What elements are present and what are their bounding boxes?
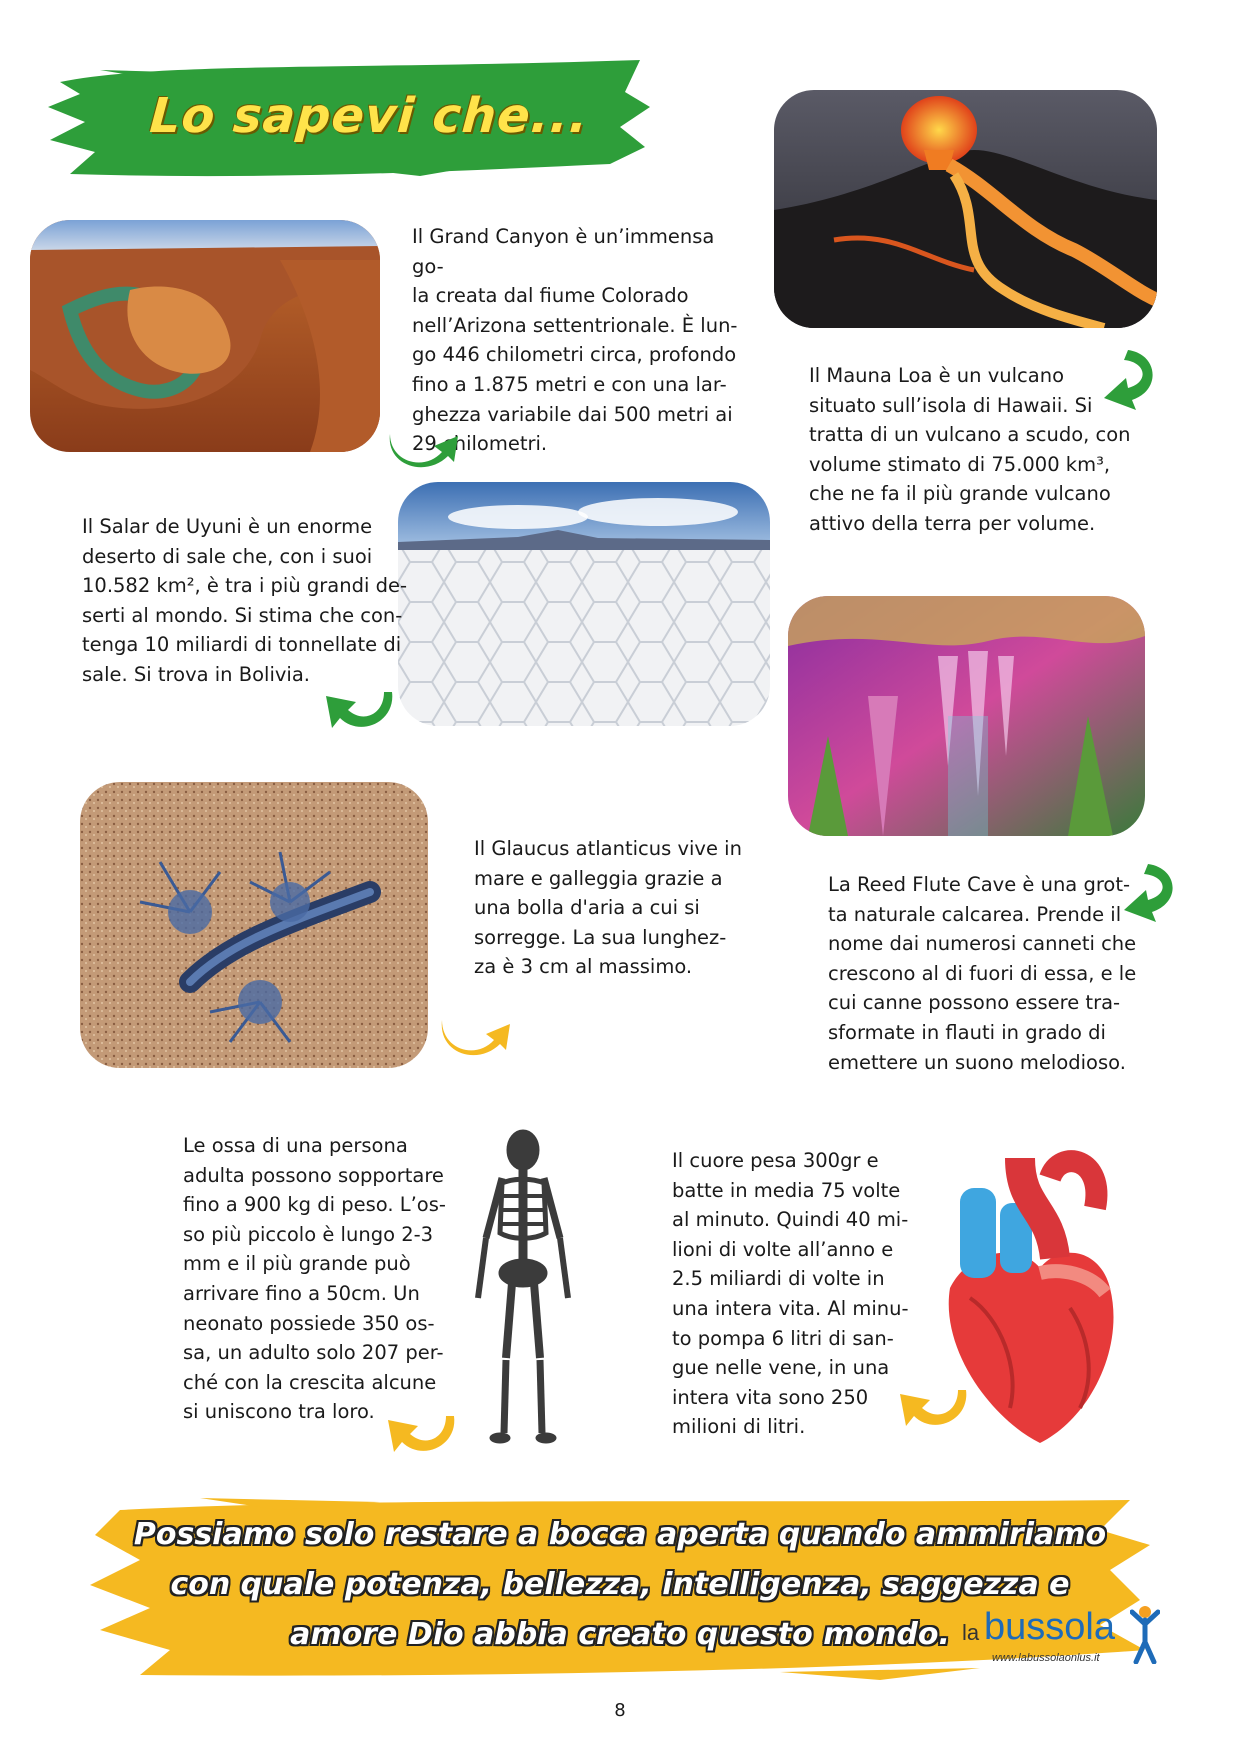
green-arrow-curve-icon: [322, 686, 398, 738]
mauna-loa-photo: [774, 90, 1157, 328]
glaucus-atlanticus-text: Il Glaucus atlanticus vive in mare e galleggia grazie a una bolla d'aria a cui si sorregge. La sua lunghez- za è 3 cm al massimo.: [474, 837, 742, 979]
skeleton-illustration: [464, 1128, 582, 1446]
yellow-arrow-curve-icon-2: [896, 1384, 972, 1436]
closing-quote: Possiamo solo restare a bocca aperta quando ammiriamo con quale potenza, bellezza, intelligenza, saggezza e amore Dio abbia creato questo mondo.: [133, 1517, 1107, 1652]
reed-flute-cave-text: La Reed Flute Cave è una grot- ta naturale calcarea. Prende il nome dai numerosi canneti che crescono al di fuori di essa, e le cui canne possono essere tra- sformate in flauti in grado di emettere un suono melodioso.: [828, 873, 1137, 1074]
grand-canyon-photo: [30, 220, 380, 452]
logo-la-text: la: [962, 1620, 980, 1645]
green-arrow-down-icon-2: [1120, 858, 1180, 926]
glaucus-atlanticus-photo: [80, 782, 428, 1068]
person-icon: [1130, 1604, 1160, 1664]
salar-de-uyuni-text: Il Salar de Uyuni è un enorme deserto di sale che, con i suoi 10.582 km², è tra i più grandi de- serti al mondo. Si stima che con- tenga 10 miliardi di tonnellate di sale. Si trova in Bolivia.: [82, 515, 408, 686]
page-title: Lo sapevi che...: [148, 88, 591, 144]
ossa-text: Le ossa di una persona adulta possono sopportare fino a 900 kg di peso. L’os- so più piccolo è lungo 2-3 mm e il più grande può arrivare fino a 50cm. Un neonato possiede 350 os- sa, un adulto solo 207 per- ché con la crescita alcune si uniscono tra loro.: [183, 1134, 446, 1424]
yellow-arrow-curve-icon: [384, 1410, 460, 1462]
cuore-text: Il cuore pesa 300gr e batte in media 75 volte al minuto. Quindi 40 mi- lioni di volte all’anno e 2.5 miliardi di volte in una intera vita. Al minu- to pompa 6 litri di san- gue nelle vene, in una intera vita sono 250 milioni di litri.: [672, 1149, 909, 1439]
mauna-loa-text: Il Mauna Loa è un vulcano situato sull’isola di Hawaii. Si tratta di un vulcano a scudo, con volume stimato di 75.000 km³, che ne fa il più grande vulcano attivo della terra per volume.: [809, 364, 1131, 535]
green-arrow-down-icon: [1098, 344, 1160, 414]
logo-bussola-text: bussola: [984, 1606, 1115, 1648]
page-number: 8: [614, 1700, 626, 1721]
green-arrow-up-icon: [384, 422, 462, 474]
grand-canyon-text: Il Grand Canyon è un’immensa go- la creata dal fiume Colorado nell’Arizona settentrionale. È lun- go 446 chilometri circa, profondo fino a 1.875 metri e con una lar- ghezza variabile dai 500 metri ai 29 chilometri.: [412, 225, 738, 456]
salar-de-uyuni-photo: [398, 482, 770, 726]
logo-url-text: www.labussolaonlus.it: [992, 1652, 1100, 1664]
la-bussola-logo: [962, 1598, 1162, 1678]
reed-flute-cave-photo: [788, 596, 1145, 836]
yellow-arrow-up-icon: [436, 1010, 514, 1062]
